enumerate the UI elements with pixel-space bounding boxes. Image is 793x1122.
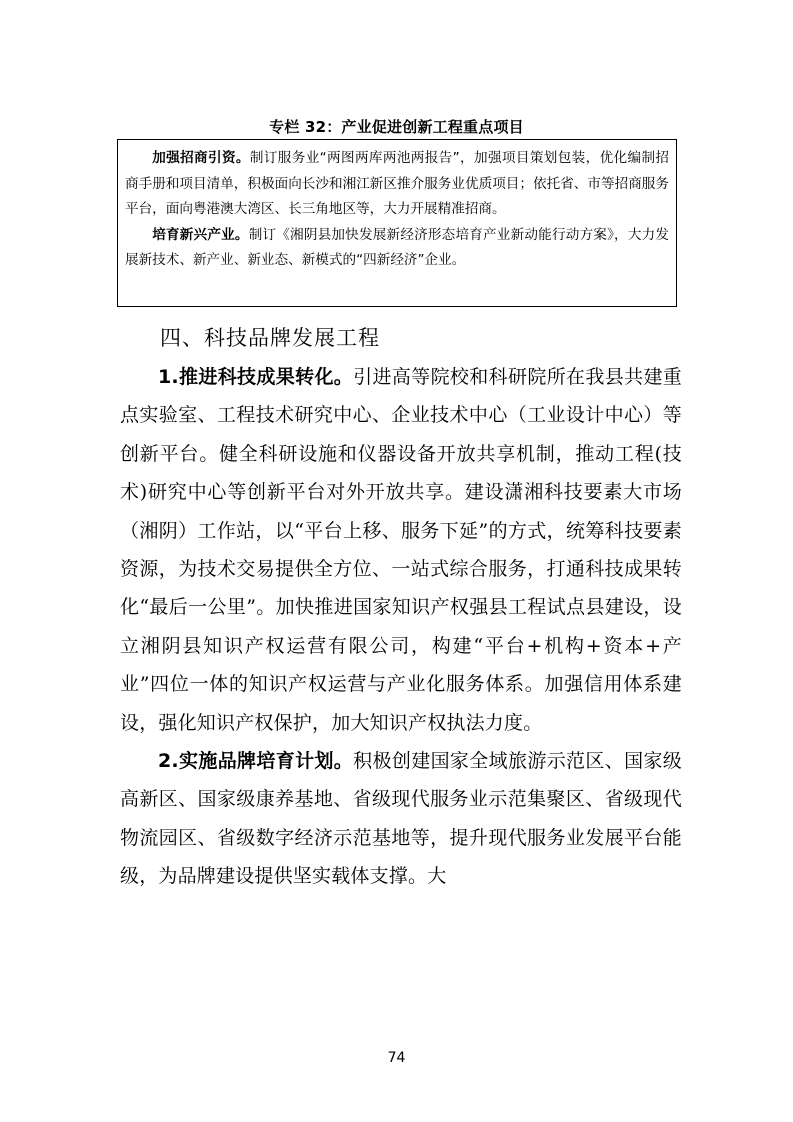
box-title: 专栏 32：产业促进创新工程重点项目 (269, 118, 524, 136)
section-heading: 四、科技品牌发展工程 (160, 326, 380, 350)
box-item-heading: 培育新兴产业。 (152, 226, 249, 243)
box-item-heading: 加强招商引资。 (152, 150, 250, 166)
box-item-text: 制订服务业“两图两库两池两报告”，加强项目策划包装，优化编制招商手册和项目清单，积极面向长沙和湘江新区推介服务业优质项目；依托省、市等招商服务平台，面向粤港澳大湾区、长三角地区等，大力开展精准招商。 (125, 150, 669, 217)
box-item-text: 制订《湘阴县加快发展新经济形态培育产业新动能行动方案》，大力发展新技术、新产业、新业态、新模式的“四新经济”企业。 (125, 226, 670, 268)
box-item (125, 223, 669, 274)
page-number: 74 (387, 1050, 406, 1066)
paragraph-text: 积极创建国家全域旅游示范区、国家级高新区、国家级康养基地、省级现代服务业示范集聚区、省级现代物流园区、省级数字经济示范基地等，提升现代服务业发展平台能级，为品牌建设提供坚实载体支撑。大 (120, 750, 683, 888)
paragraph (120, 358, 682, 742)
feature-box (117, 139, 677, 307)
paragraph-heading: 2.实施品牌培育计划。 (158, 750, 354, 773)
box-item (125, 146, 669, 223)
paragraph (120, 742, 682, 896)
paragraph-heading: 1.推进科技成果转化。 (158, 366, 354, 388)
paragraph-text: 引进高等院校和科研院所在我县共建重点实验室、工程技术研究中心、企业技术中心（工业设计中心）等创新平台。健全科研设施和仪器设备开放共享机制，推动工程(技术)研究中心等创新平台对外开放共享。建设潇湘科技要素大市场（湘阴）工作站，以“平台上移、服务下延”的方式，统筹科技要素资源，为技术交易提供全方位、一站式综合服务，打通科技成果转化“最后一公里”。加快推进国家知识产权强县工程试点县建设，设立湘阴县知识产权运营有限公司，构建“平台+机构+资本+产业”四位一体的知识产权运营与产业化服务体系。加强信用体系建设，强化知识产权保护，加大知识产权执法力度。 (120, 366, 683, 734)
body-text (120, 358, 682, 896)
